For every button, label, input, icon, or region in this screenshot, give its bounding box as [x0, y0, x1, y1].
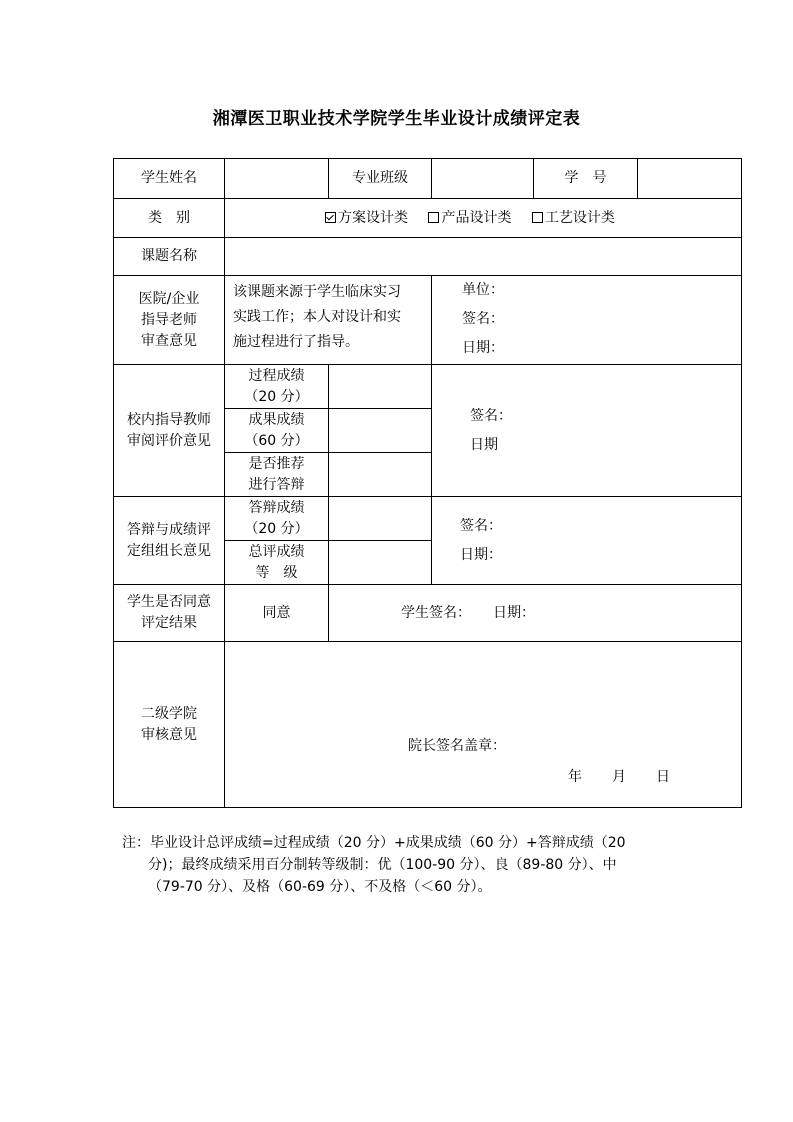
student-signature-label: 学生签名：	[401, 604, 471, 621]
school-review-row	[114, 365, 742, 409]
form-title: 湘潭医卫职业技术学院学生毕业设计成绩评定表	[212, 109, 581, 129]
defense-score-label: 答辩成绩 （20 分）	[225, 497, 329, 541]
category-row	[114, 199, 742, 238]
result-score-field[interactable]	[329, 409, 432, 453]
recommend-defense-label: 是否推荐 进行答辩	[225, 453, 329, 497]
hospital-review-label: 医院/企业 指导老师 审查意见	[114, 276, 225, 365]
school-signature-block	[432, 365, 742, 497]
signature-label: 签名：	[460, 517, 502, 534]
category-option-product[interactable]: 产品设计类	[428, 208, 511, 229]
defense-score-field[interactable]	[329, 497, 432, 541]
college-review-row	[114, 642, 742, 808]
major-class-field[interactable]	[432, 159, 534, 199]
date-line	[568, 767, 700, 788]
empty-box-icon	[428, 212, 439, 223]
student-agree-row	[114, 585, 742, 642]
category-option-process[interactable]: 工艺设计类	[532, 208, 615, 229]
date-label: 日期：	[462, 340, 504, 356]
day-label: 日	[656, 769, 670, 785]
unit-label: 单位：	[462, 282, 504, 298]
category-label: 类 别	[114, 199, 225, 238]
college-review-label: 二级学院 审核意见	[114, 642, 225, 808]
agree-value: 同意	[225, 585, 329, 642]
date-label: 日期	[470, 436, 498, 453]
total-grade-field[interactable]	[329, 541, 432, 585]
hospital-signature-block	[432, 276, 742, 365]
topic-row	[114, 238, 742, 276]
recommend-defense-field[interactable]	[329, 453, 432, 497]
result-score-label: 成果成绩 （60 分）	[225, 409, 329, 453]
process-score-field[interactable]	[329, 365, 432, 409]
empty-box-icon	[532, 212, 543, 223]
student-name-field[interactable]	[225, 159, 329, 199]
topic-label: 课题名称	[114, 238, 225, 276]
school-review-label: 校内指导教师 审阅评价意见	[114, 365, 225, 497]
defense-review-label: 答辩与成绩评 定组组长意见	[114, 497, 225, 585]
signature-label: 签名：	[470, 407, 512, 424]
category-option-scheme[interactable]: 方案设计类	[325, 208, 408, 229]
major-class-label: 专业班级	[329, 159, 432, 199]
hospital-opinion-text: 该课题来源于学生临床实习 实践工作；本人对设计和实 施过程进行了指导。	[225, 276, 432, 365]
defense-signature-block	[432, 497, 742, 585]
process-score-label: 过程成绩 （20 分）	[225, 365, 329, 409]
student-agree-label: 学生是否同意 评定结果	[114, 585, 225, 642]
month-label: 月	[612, 769, 626, 785]
date-label: 日期：	[493, 604, 535, 621]
signature-label: 签名：	[462, 311, 504, 327]
date-label: 日期：	[460, 546, 502, 563]
checked-box-icon	[325, 212, 336, 223]
category-options	[225, 199, 742, 238]
dean-seal-label: 院长签名盖章：	[408, 738, 506, 754]
evaluation-form-table	[113, 158, 742, 808]
total-grade-label: 总评成绩 等 级	[225, 541, 329, 585]
topic-field[interactable]	[225, 238, 742, 276]
hospital-review-row	[114, 276, 742, 365]
college-review-field[interactable]	[225, 642, 742, 808]
student-id-field[interactable]	[638, 159, 742, 199]
student-name-label: 学生姓名	[114, 159, 225, 199]
basic-info-row	[114, 159, 742, 199]
year-label: 年	[568, 769, 582, 785]
student-id-label: 学 号	[534, 159, 638, 199]
footnote: 注：毕业设计总评成绩=过程成绩（20 分）+成果成绩（60 分）+答辩成绩（20 分)；最终成绩采用百分制转等级制：优（100-90 分）、良（89-80 分）、中 （79-70 分）、及格（60-69 分）、不及格（＜60 分）。	[122, 835, 626, 895]
student-signature-block	[329, 585, 742, 642]
defense-review-row	[114, 497, 742, 541]
